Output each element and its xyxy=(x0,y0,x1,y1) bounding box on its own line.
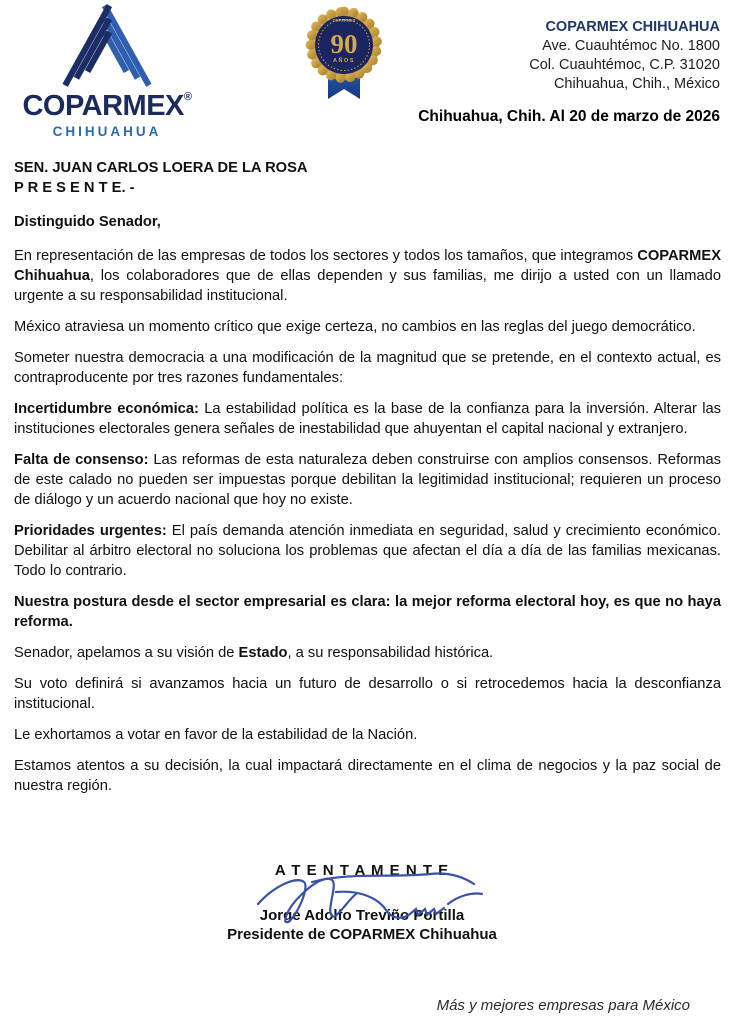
registered-mark: ® xyxy=(183,91,192,103)
brand-text: COPARMEX xyxy=(22,90,184,122)
letter-paragraph: Nuestra postura desde el sector empresarial es clara: la mejor reforma electoral hoy, es que no haya reforma. xyxy=(14,594,721,630)
letter-paragraph: Le exhortamos a votar en favor de la estabilidad de la Nación. xyxy=(14,727,418,743)
address-line: Col. Cuauhtémoc, C.P. 31020 xyxy=(529,57,720,73)
dateline: Chihuahua, Chih. Al 20 de marzo de 2026 xyxy=(418,108,720,125)
coparmex-logo-block xyxy=(14,4,200,139)
footer-slogan: Más y mejores empresas para México xyxy=(436,997,690,1014)
letter-paragraph: México atraviesa un momento crítico que exige certeza, no cambios en las reglas del juego democrático. xyxy=(14,319,696,335)
letter-paragraphs xyxy=(14,246,721,796)
letter-paragraph: Falta de consenso: Las reformas de esta naturaleza deben construirse con amplios consensos. Reformas de este calado no pueden ser impuestas porque debilitan la legitimidad institucional; requieren un proceso de diálogo y un acuerdo nacional que hoy no existe. xyxy=(14,452,721,508)
signer-name: Jorge Adolfo Treviño Portilla xyxy=(259,907,465,924)
letter-paragraph: Prioridades urgentes: El país demanda atención inmediata en seguridad, salud y crecimiento económico. Debilitar al árbitro electoral no soluciona los problemas que afectan el día a día de las familias mexicanas. Todo lo contrario. xyxy=(14,523,721,579)
coparmex-triangle-icon xyxy=(55,4,159,90)
badge-number-text: 90 xyxy=(330,29,358,59)
letter-body xyxy=(14,158,721,807)
presente-line: P R E S E N T E. - xyxy=(14,180,135,196)
badge-brand-text: COPARMEX xyxy=(332,17,356,23)
recipient-name: SEN. JUAN CARLOS LOERA DE LA ROSA xyxy=(14,160,308,176)
salutation: Distinguido Senador, xyxy=(14,214,161,230)
signer-title: Presidente de COPARMEX Chihuahua xyxy=(227,926,497,943)
letter-paragraph: Estamos atentos a su decisión, la cual impactará directamente en el clima de negocios y la paz social de nuestra región. xyxy=(14,758,721,794)
address-line: Chihuahua, Chih., México xyxy=(553,76,720,92)
badge-caption-text: AÑOS xyxy=(333,58,355,64)
sender-address-block xyxy=(529,18,720,94)
letter-paragraph: Someter nuestra democracia a una modificación de la magnitud que se pretende, en el contexto actual, es contraproducente por tres razones fundamentales: xyxy=(14,350,721,386)
closing-block xyxy=(0,862,724,943)
address-line: Ave. Cuauhtémoc No. 1800 xyxy=(542,38,720,54)
closing-word: A T E N T A M E N T E xyxy=(274,862,450,879)
letter-paragraph: Senador, apelamos a su visión de Estado, a su responsabilidad histórica. xyxy=(14,645,494,661)
letter-paragraph: En representación de las empresas de todos los sectores y todos los tamaños, que integramos COPARMEX Chihuahua, los colaboradores que de ellas dependen y sus familias, me dirijo a usted con un llamado urgente a su responsabilidad institucional. xyxy=(14,248,721,304)
90-anos-badge-icon xyxy=(297,5,391,105)
letter-paragraph: Incertidumbre económica: La estabilidad política es la base de la confianza para la inversión. Alterar las instituciones electorales genera señales de inestabilidad que ahuyentan el capital nacional y extranjero. xyxy=(14,401,721,437)
logo-region-label: CHIHUAHUA xyxy=(52,124,162,139)
sender-org: COPARMEX CHIHUAHUA xyxy=(545,19,720,35)
letter-paragraph: Su voto definirá si avanzamos hacia un futuro de desarrollo o si retrocedemos hacia la desconfianza institucional. xyxy=(14,676,721,712)
coparmex-wordmark xyxy=(14,92,200,121)
